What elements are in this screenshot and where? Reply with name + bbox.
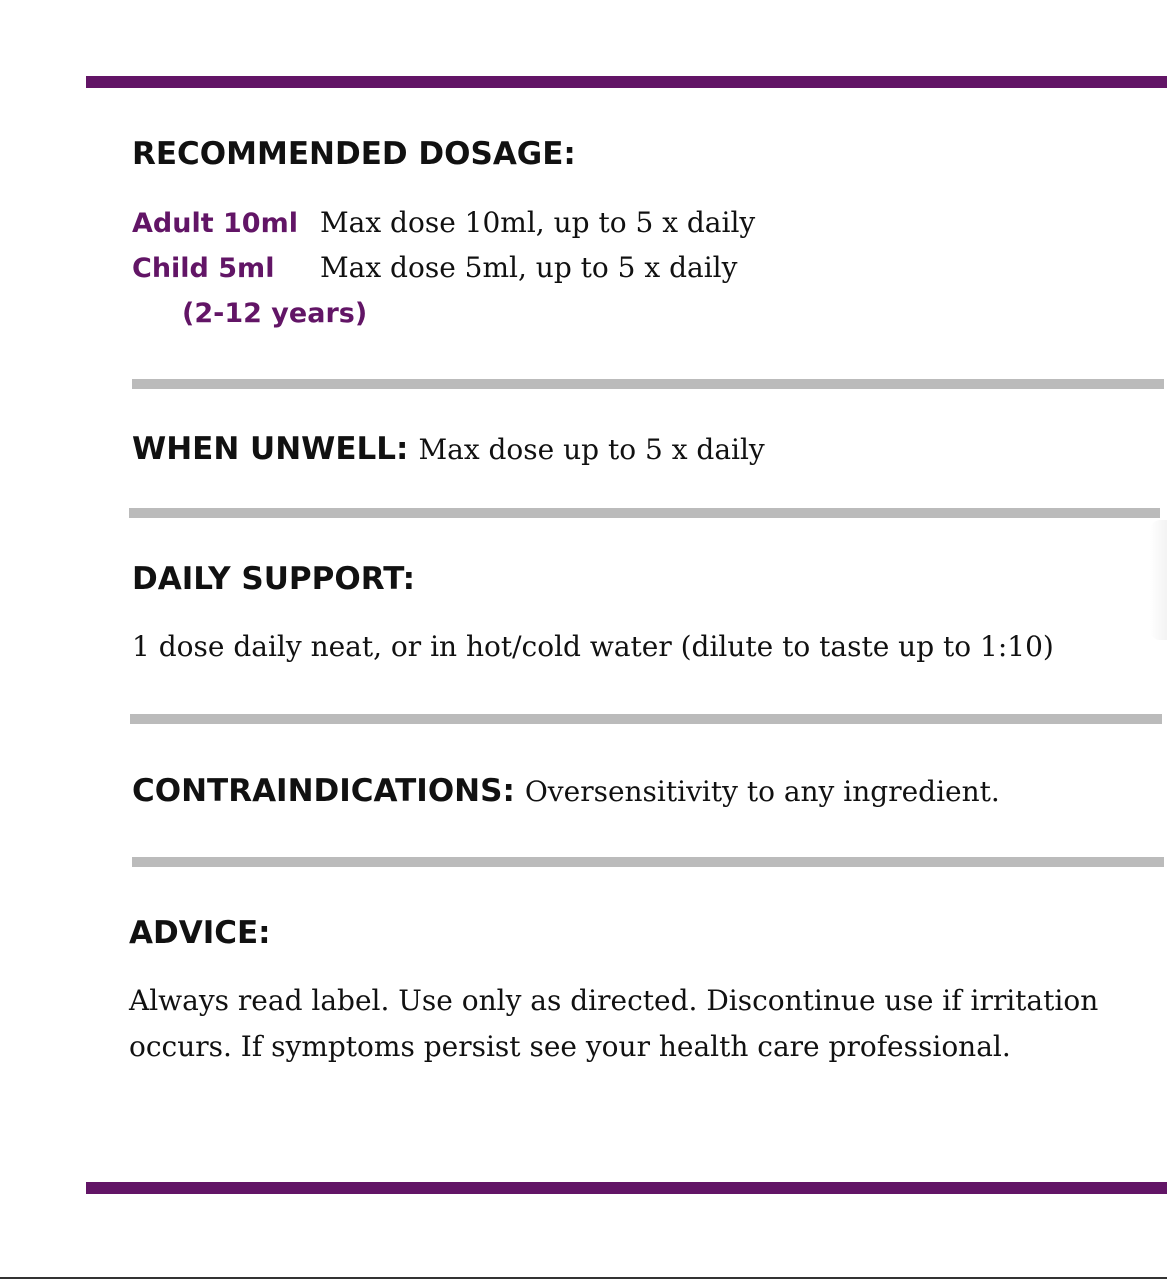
child-dose-label: Child 5ml: [132, 253, 275, 284]
dosage-heading: RECOMMENDED DOSAGE:: [132, 136, 576, 172]
bottom-accent-bar: [86, 1182, 1167, 1194]
adult-dose-label: Adult 10ml: [132, 208, 298, 239]
bottom-border-line: [0, 1277, 1167, 1279]
divider-1: [132, 379, 1164, 389]
daily-support-heading: DAILY SUPPORT:: [132, 561, 416, 597]
daily-support-text: 1 dose daily neat, or in hot/cold water (dilute to taste up to 1:10): [132, 630, 1054, 663]
child-dose-text: Max dose 5ml, up to 5 x daily: [320, 251, 738, 284]
unwell-heading: WHEN UNWELL:: [132, 431, 409, 467]
advice-heading: ADVICE:: [129, 915, 271, 951]
edge-shadow: [1150, 520, 1167, 640]
contraindications-heading-row: [132, 773, 1000, 809]
contraindications-text: Oversensitivity to any ingredient.: [524, 775, 1000, 808]
top-accent-bar: [86, 76, 1167, 88]
divider-2: [129, 508, 1160, 518]
contraindications-heading: CONTRAINDICATIONS:: [132, 773, 515, 809]
adult-dose-text: Max dose 10ml, up to 5 x daily: [320, 206, 756, 239]
unwell-heading-row: [132, 431, 765, 467]
divider-4: [132, 857, 1164, 867]
child-age-range: (2-12 years): [182, 298, 368, 329]
unwell-text: Max dose up to 5 x daily: [418, 433, 765, 466]
advice-line-2: occurs. If symptoms persist see your health care professional.: [129, 1030, 1011, 1063]
divider-3: [130, 714, 1162, 724]
advice-line-1: Always read label. Use only as directed. Discontinue use if irritation: [129, 984, 1099, 1017]
